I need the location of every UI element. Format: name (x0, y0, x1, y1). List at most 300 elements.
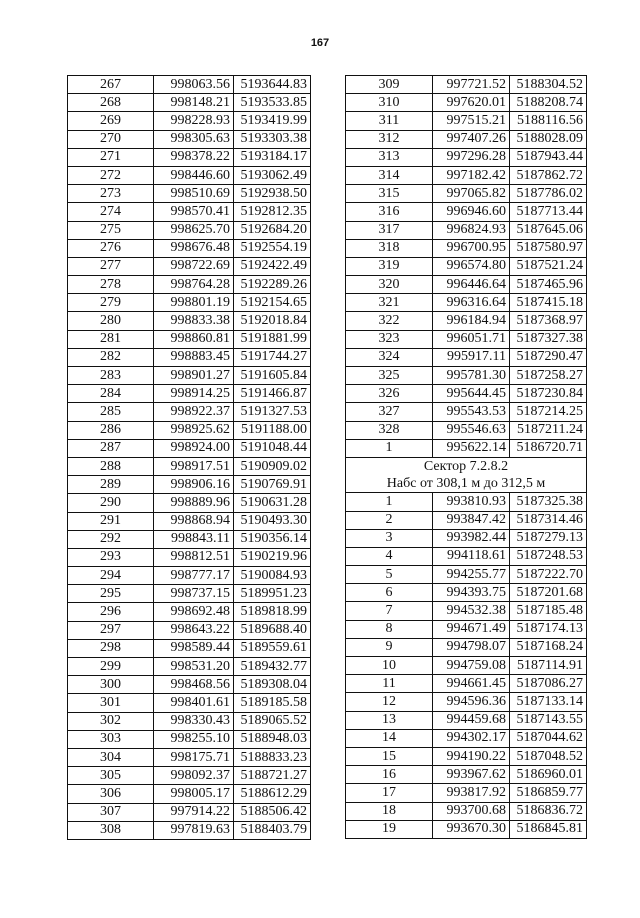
y-coordinate: 5191881.99 (234, 330, 311, 348)
table-row (68, 294, 311, 312)
point-number: 3 (346, 529, 433, 547)
point-number: 314 (346, 166, 433, 184)
x-coordinate: 994393.75 (433, 584, 510, 602)
point-number: 280 (68, 312, 154, 330)
y-coordinate: 5192812.35 (234, 203, 311, 221)
x-coordinate: 998922.37 (154, 403, 234, 421)
x-coordinate: 998676.48 (154, 239, 234, 257)
x-coordinate: 997515.21 (433, 112, 510, 130)
x-coordinate: 996316.64 (433, 294, 510, 312)
point-number: 308 (68, 821, 154, 839)
table-row (346, 584, 587, 602)
table-row (68, 276, 311, 294)
point-number: 296 (68, 603, 154, 621)
y-coordinate: 5187713.44 (510, 203, 587, 221)
x-coordinate: 998914.25 (154, 385, 234, 403)
point-number: 289 (68, 476, 154, 494)
point-number: 12 (346, 693, 433, 711)
table-row (68, 385, 311, 403)
y-coordinate: 5187327.38 (510, 330, 587, 348)
y-coordinate: 5187465.96 (510, 276, 587, 294)
point-number: 274 (68, 203, 154, 221)
point-number: 275 (68, 221, 154, 239)
y-coordinate: 5188721.27 (234, 767, 311, 785)
point-number: 272 (68, 166, 154, 184)
x-coordinate: 998737.15 (154, 585, 234, 603)
x-coordinate: 994671.49 (433, 620, 510, 638)
point-number: 271 (68, 148, 154, 166)
table-row (68, 330, 311, 348)
y-coordinate: 5187786.02 (510, 185, 587, 203)
x-coordinate: 995543.53 (433, 403, 510, 421)
point-number: 267 (68, 76, 154, 94)
y-coordinate: 5187168.24 (510, 638, 587, 656)
table-row (68, 785, 311, 803)
x-coordinate: 995781.30 (433, 367, 510, 385)
table-row (68, 421, 311, 439)
section-title: Сектор 7.2.8.2 (346, 457, 587, 475)
table-row (68, 658, 311, 676)
x-coordinate: 996574.80 (433, 257, 510, 275)
x-coordinate: 998722.69 (154, 257, 234, 275)
point-number: 313 (346, 148, 433, 166)
y-coordinate: 5188948.03 (234, 730, 311, 748)
table-row (68, 94, 311, 112)
y-coordinate: 5187230.84 (510, 385, 587, 403)
y-coordinate: 5192289.26 (234, 276, 311, 294)
y-coordinate: 5187580.97 (510, 239, 587, 257)
point-number: 286 (68, 421, 154, 439)
table-row (346, 166, 587, 184)
x-coordinate: 998764.28 (154, 276, 234, 294)
y-coordinate: 5187368.97 (510, 312, 587, 330)
point-number: 278 (68, 276, 154, 294)
y-coordinate: 5187279.13 (510, 529, 587, 547)
table-row (68, 621, 311, 639)
point-number: 291 (68, 512, 154, 530)
y-coordinate: 5187185.48 (510, 602, 587, 620)
coordinates-table-left (67, 75, 311, 840)
point-number: 290 (68, 494, 154, 512)
point-number: 328 (346, 421, 433, 439)
x-coordinate: 997182.42 (433, 166, 510, 184)
section-subtitle: Набс от 308,1 м до 312,5 м (346, 475, 587, 493)
y-coordinate: 5188208.74 (510, 94, 587, 112)
section-title-row (346, 457, 587, 475)
y-coordinate: 5189688.40 (234, 621, 311, 639)
table-row (68, 76, 311, 94)
y-coordinate: 5190356.14 (234, 530, 311, 548)
y-coordinate: 5193644.83 (234, 76, 311, 94)
x-coordinate: 998510.69 (154, 185, 234, 203)
table-row (68, 821, 311, 839)
x-coordinate: 998063.56 (154, 76, 234, 94)
point-number: 310 (346, 94, 433, 112)
point-number: 315 (346, 185, 433, 203)
table-row (68, 803, 311, 821)
point-number: 324 (346, 348, 433, 366)
y-coordinate: 5186960.01 (510, 766, 587, 784)
x-coordinate: 998883.45 (154, 348, 234, 366)
table-row (68, 130, 311, 148)
table-row (68, 403, 311, 421)
y-coordinate: 5187645.06 (510, 221, 587, 239)
table-row (346, 675, 587, 693)
x-coordinate: 998643.22 (154, 621, 234, 639)
table-row (68, 239, 311, 257)
x-coordinate: 998446.60 (154, 166, 234, 184)
x-coordinate: 996051.71 (433, 330, 510, 348)
x-coordinate: 998860.81 (154, 330, 234, 348)
point-number: 283 (68, 367, 154, 385)
point-number: 284 (68, 385, 154, 403)
x-coordinate: 998917.51 (154, 457, 234, 475)
x-coordinate: 997721.52 (433, 76, 510, 94)
y-coordinate: 5187044.62 (510, 729, 587, 747)
y-coordinate: 5189818.99 (234, 603, 311, 621)
table-row (346, 403, 587, 421)
y-coordinate: 5187258.27 (510, 367, 587, 385)
y-coordinate: 5187086.27 (510, 675, 587, 693)
x-coordinate: 996946.60 (433, 203, 510, 221)
x-coordinate: 998901.27 (154, 367, 234, 385)
x-coordinate: 998468.56 (154, 676, 234, 694)
point-number: 4 (346, 547, 433, 565)
point-number: 304 (68, 748, 154, 766)
point-number: 5 (346, 566, 433, 584)
y-coordinate: 5191466.87 (234, 385, 311, 403)
table-row (68, 694, 311, 712)
point-number: 14 (346, 729, 433, 747)
point-number: 295 (68, 585, 154, 603)
point-number: 276 (68, 239, 154, 257)
x-coordinate: 998401.61 (154, 694, 234, 712)
x-coordinate: 996446.64 (433, 276, 510, 294)
table-row (346, 566, 587, 584)
table-row (346, 130, 587, 148)
y-coordinate: 5187325.38 (510, 493, 587, 511)
table-row (346, 294, 587, 312)
y-coordinate: 5192018.84 (234, 312, 311, 330)
table-row (68, 512, 311, 530)
y-coordinate: 5193184.17 (234, 148, 311, 166)
point-number: 15 (346, 747, 433, 765)
y-coordinate: 5192554.19 (234, 239, 311, 257)
point-number: 281 (68, 330, 154, 348)
y-coordinate: 5187222.70 (510, 566, 587, 584)
y-coordinate: 5192422.49 (234, 257, 311, 275)
point-number: 273 (68, 185, 154, 203)
x-coordinate: 998906.16 (154, 476, 234, 494)
point-number: 299 (68, 658, 154, 676)
y-coordinate: 5187133.14 (510, 693, 587, 711)
table-row (346, 421, 587, 439)
table-row (346, 185, 587, 203)
x-coordinate: 997819.63 (154, 821, 234, 839)
point-number: 9 (346, 638, 433, 656)
table-row (68, 748, 311, 766)
x-coordinate: 995622.14 (433, 439, 510, 457)
coordinates-table-right (345, 75, 587, 839)
y-coordinate: 5190631.28 (234, 494, 311, 512)
table-row (346, 602, 587, 620)
y-coordinate: 5187114.91 (510, 657, 587, 675)
x-coordinate: 998801.19 (154, 294, 234, 312)
point-number: 307 (68, 803, 154, 821)
y-coordinate: 5191188.00 (234, 421, 311, 439)
table-row (346, 747, 587, 765)
y-coordinate: 5186836.72 (510, 802, 587, 820)
y-coordinate: 5191327.53 (234, 403, 311, 421)
y-coordinate: 5191744.27 (234, 348, 311, 366)
point-number: 19 (346, 820, 433, 838)
table-row (68, 203, 311, 221)
x-coordinate: 998378.22 (154, 148, 234, 166)
x-coordinate: 998812.51 (154, 548, 234, 566)
table-row (68, 312, 311, 330)
table-row (346, 620, 587, 638)
table-row (346, 239, 587, 257)
point-number: 300 (68, 676, 154, 694)
y-coordinate: 5188506.42 (234, 803, 311, 821)
point-number: 282 (68, 348, 154, 366)
point-number: 321 (346, 294, 433, 312)
table-row (346, 312, 587, 330)
x-coordinate: 998924.00 (154, 439, 234, 457)
y-coordinate: 5190909.02 (234, 457, 311, 475)
point-number: 268 (68, 94, 154, 112)
x-coordinate: 998589.44 (154, 639, 234, 657)
y-coordinate: 5192684.20 (234, 221, 311, 239)
point-number: 13 (346, 711, 433, 729)
y-coordinate: 5192154.65 (234, 294, 311, 312)
point-number: 11 (346, 675, 433, 693)
point-number: 298 (68, 639, 154, 657)
table-row (346, 439, 587, 457)
point-number: 8 (346, 620, 433, 638)
x-coordinate: 998148.21 (154, 94, 234, 112)
x-coordinate: 997065.82 (433, 185, 510, 203)
y-coordinate: 5190493.30 (234, 512, 311, 530)
y-coordinate: 5187248.53 (510, 547, 587, 565)
x-coordinate: 998692.48 (154, 603, 234, 621)
x-coordinate: 998570.41 (154, 203, 234, 221)
point-number: 325 (346, 367, 433, 385)
y-coordinate: 5187943.44 (510, 148, 587, 166)
table-row (68, 367, 311, 385)
table-row (346, 711, 587, 729)
point-number: 293 (68, 548, 154, 566)
table-row (346, 76, 587, 94)
y-coordinate: 5188833.23 (234, 748, 311, 766)
table-row (346, 94, 587, 112)
x-coordinate: 998531.20 (154, 658, 234, 676)
point-number: 319 (346, 257, 433, 275)
y-coordinate: 5187862.72 (510, 166, 587, 184)
y-coordinate: 5191605.84 (234, 367, 311, 385)
table-row (68, 639, 311, 657)
x-coordinate: 994190.22 (433, 747, 510, 765)
y-coordinate: 5189065.52 (234, 712, 311, 730)
x-coordinate: 994532.38 (433, 602, 510, 620)
y-coordinate: 5187290.47 (510, 348, 587, 366)
table-row (68, 457, 311, 475)
point-number: 277 (68, 257, 154, 275)
table-row (68, 767, 311, 785)
table-row (346, 693, 587, 711)
y-coordinate: 5191048.44 (234, 439, 311, 457)
point-number: 2 (346, 511, 433, 529)
x-coordinate: 995546.63 (433, 421, 510, 439)
x-coordinate: 994118.61 (433, 547, 510, 565)
y-coordinate: 5187143.55 (510, 711, 587, 729)
x-coordinate: 998005.17 (154, 785, 234, 803)
table-row (68, 185, 311, 203)
table-row (346, 148, 587, 166)
x-coordinate: 994759.08 (433, 657, 510, 675)
point-number: 7 (346, 602, 433, 620)
x-coordinate: 998925.62 (154, 421, 234, 439)
x-coordinate: 998625.70 (154, 221, 234, 239)
point-number: 285 (68, 403, 154, 421)
point-number: 318 (346, 239, 433, 257)
y-coordinate: 5186859.77 (510, 784, 587, 802)
point-number: 269 (68, 112, 154, 130)
table-row (346, 729, 587, 747)
table-row (68, 439, 311, 457)
page-number: 167 (310, 37, 330, 49)
x-coordinate: 997914.22 (154, 803, 234, 821)
table-row (346, 511, 587, 529)
table-row (346, 638, 587, 656)
point-number: 17 (346, 784, 433, 802)
point-number: 294 (68, 567, 154, 585)
table-row (68, 530, 311, 548)
table-row (346, 385, 587, 403)
table-row (346, 657, 587, 675)
x-coordinate: 998092.37 (154, 767, 234, 785)
x-coordinate: 993967.62 (433, 766, 510, 784)
y-coordinate: 5187314.46 (510, 511, 587, 529)
x-coordinate: 993670.30 (433, 820, 510, 838)
y-coordinate: 5189308.04 (234, 676, 311, 694)
x-coordinate: 993700.68 (433, 802, 510, 820)
point-number: 306 (68, 785, 154, 803)
point-number: 320 (346, 276, 433, 294)
x-coordinate: 997407.26 (433, 130, 510, 148)
x-coordinate: 994302.17 (433, 729, 510, 747)
point-number: 311 (346, 112, 433, 130)
table-row (346, 330, 587, 348)
y-coordinate: 5190084.93 (234, 567, 311, 585)
table-row (346, 221, 587, 239)
table-row (346, 276, 587, 294)
point-number: 279 (68, 294, 154, 312)
x-coordinate: 996184.94 (433, 312, 510, 330)
point-number: 326 (346, 385, 433, 403)
table-row (68, 730, 311, 748)
y-coordinate: 5187214.25 (510, 403, 587, 421)
table-row (68, 567, 311, 585)
y-coordinate: 5186720.71 (510, 439, 587, 457)
point-number: 287 (68, 439, 154, 457)
x-coordinate: 998228.93 (154, 112, 234, 130)
table-row (68, 603, 311, 621)
y-coordinate: 5188612.29 (234, 785, 311, 803)
y-coordinate: 5189185.58 (234, 694, 311, 712)
y-coordinate: 5188304.52 (510, 76, 587, 94)
x-coordinate: 998777.17 (154, 567, 234, 585)
x-coordinate: 997296.28 (433, 148, 510, 166)
y-coordinate: 5193303.38 (234, 130, 311, 148)
x-coordinate: 995644.45 (433, 385, 510, 403)
point-number: 288 (68, 457, 154, 475)
point-number: 316 (346, 203, 433, 221)
point-number: 312 (346, 130, 433, 148)
y-coordinate: 5187201.68 (510, 584, 587, 602)
table-row (68, 676, 311, 694)
y-coordinate: 5192938.50 (234, 185, 311, 203)
x-coordinate: 996824.93 (433, 221, 510, 239)
point-number: 1 (346, 439, 433, 457)
table-row (346, 802, 587, 820)
x-coordinate: 995917.11 (433, 348, 510, 366)
table-row (346, 529, 587, 547)
point-number: 303 (68, 730, 154, 748)
x-coordinate: 993847.42 (433, 511, 510, 529)
x-coordinate: 994596.36 (433, 693, 510, 711)
y-coordinate: 5187415.18 (510, 294, 587, 312)
x-coordinate: 993817.92 (433, 784, 510, 802)
y-coordinate: 5187521.24 (510, 257, 587, 275)
table-row (68, 221, 311, 239)
y-coordinate: 5193533.85 (234, 94, 311, 112)
point-number: 323 (346, 330, 433, 348)
x-coordinate: 998330.43 (154, 712, 234, 730)
table-row (68, 112, 311, 130)
point-number: 292 (68, 530, 154, 548)
point-number: 18 (346, 802, 433, 820)
x-coordinate: 998255.10 (154, 730, 234, 748)
table-row (346, 203, 587, 221)
x-coordinate: 996700.95 (433, 239, 510, 257)
point-number: 322 (346, 312, 433, 330)
y-coordinate: 5193062.49 (234, 166, 311, 184)
point-number: 302 (68, 712, 154, 730)
table-row (68, 148, 311, 166)
x-coordinate: 998868.94 (154, 512, 234, 530)
y-coordinate: 5188403.79 (234, 821, 311, 839)
point-number: 1 (346, 493, 433, 511)
table-row (68, 257, 311, 275)
x-coordinate: 998833.38 (154, 312, 234, 330)
table-row (68, 476, 311, 494)
table-row (346, 493, 587, 511)
x-coordinate: 994798.07 (433, 638, 510, 656)
y-coordinate: 5190769.91 (234, 476, 311, 494)
x-coordinate: 998305.63 (154, 130, 234, 148)
point-number: 309 (346, 76, 433, 94)
x-coordinate: 993982.44 (433, 529, 510, 547)
x-coordinate: 998889.96 (154, 494, 234, 512)
point-number: 305 (68, 767, 154, 785)
table-row (346, 367, 587, 385)
table-row (68, 548, 311, 566)
table-row (346, 348, 587, 366)
table-row (68, 494, 311, 512)
x-coordinate: 994661.45 (433, 675, 510, 693)
table-row (346, 112, 587, 130)
